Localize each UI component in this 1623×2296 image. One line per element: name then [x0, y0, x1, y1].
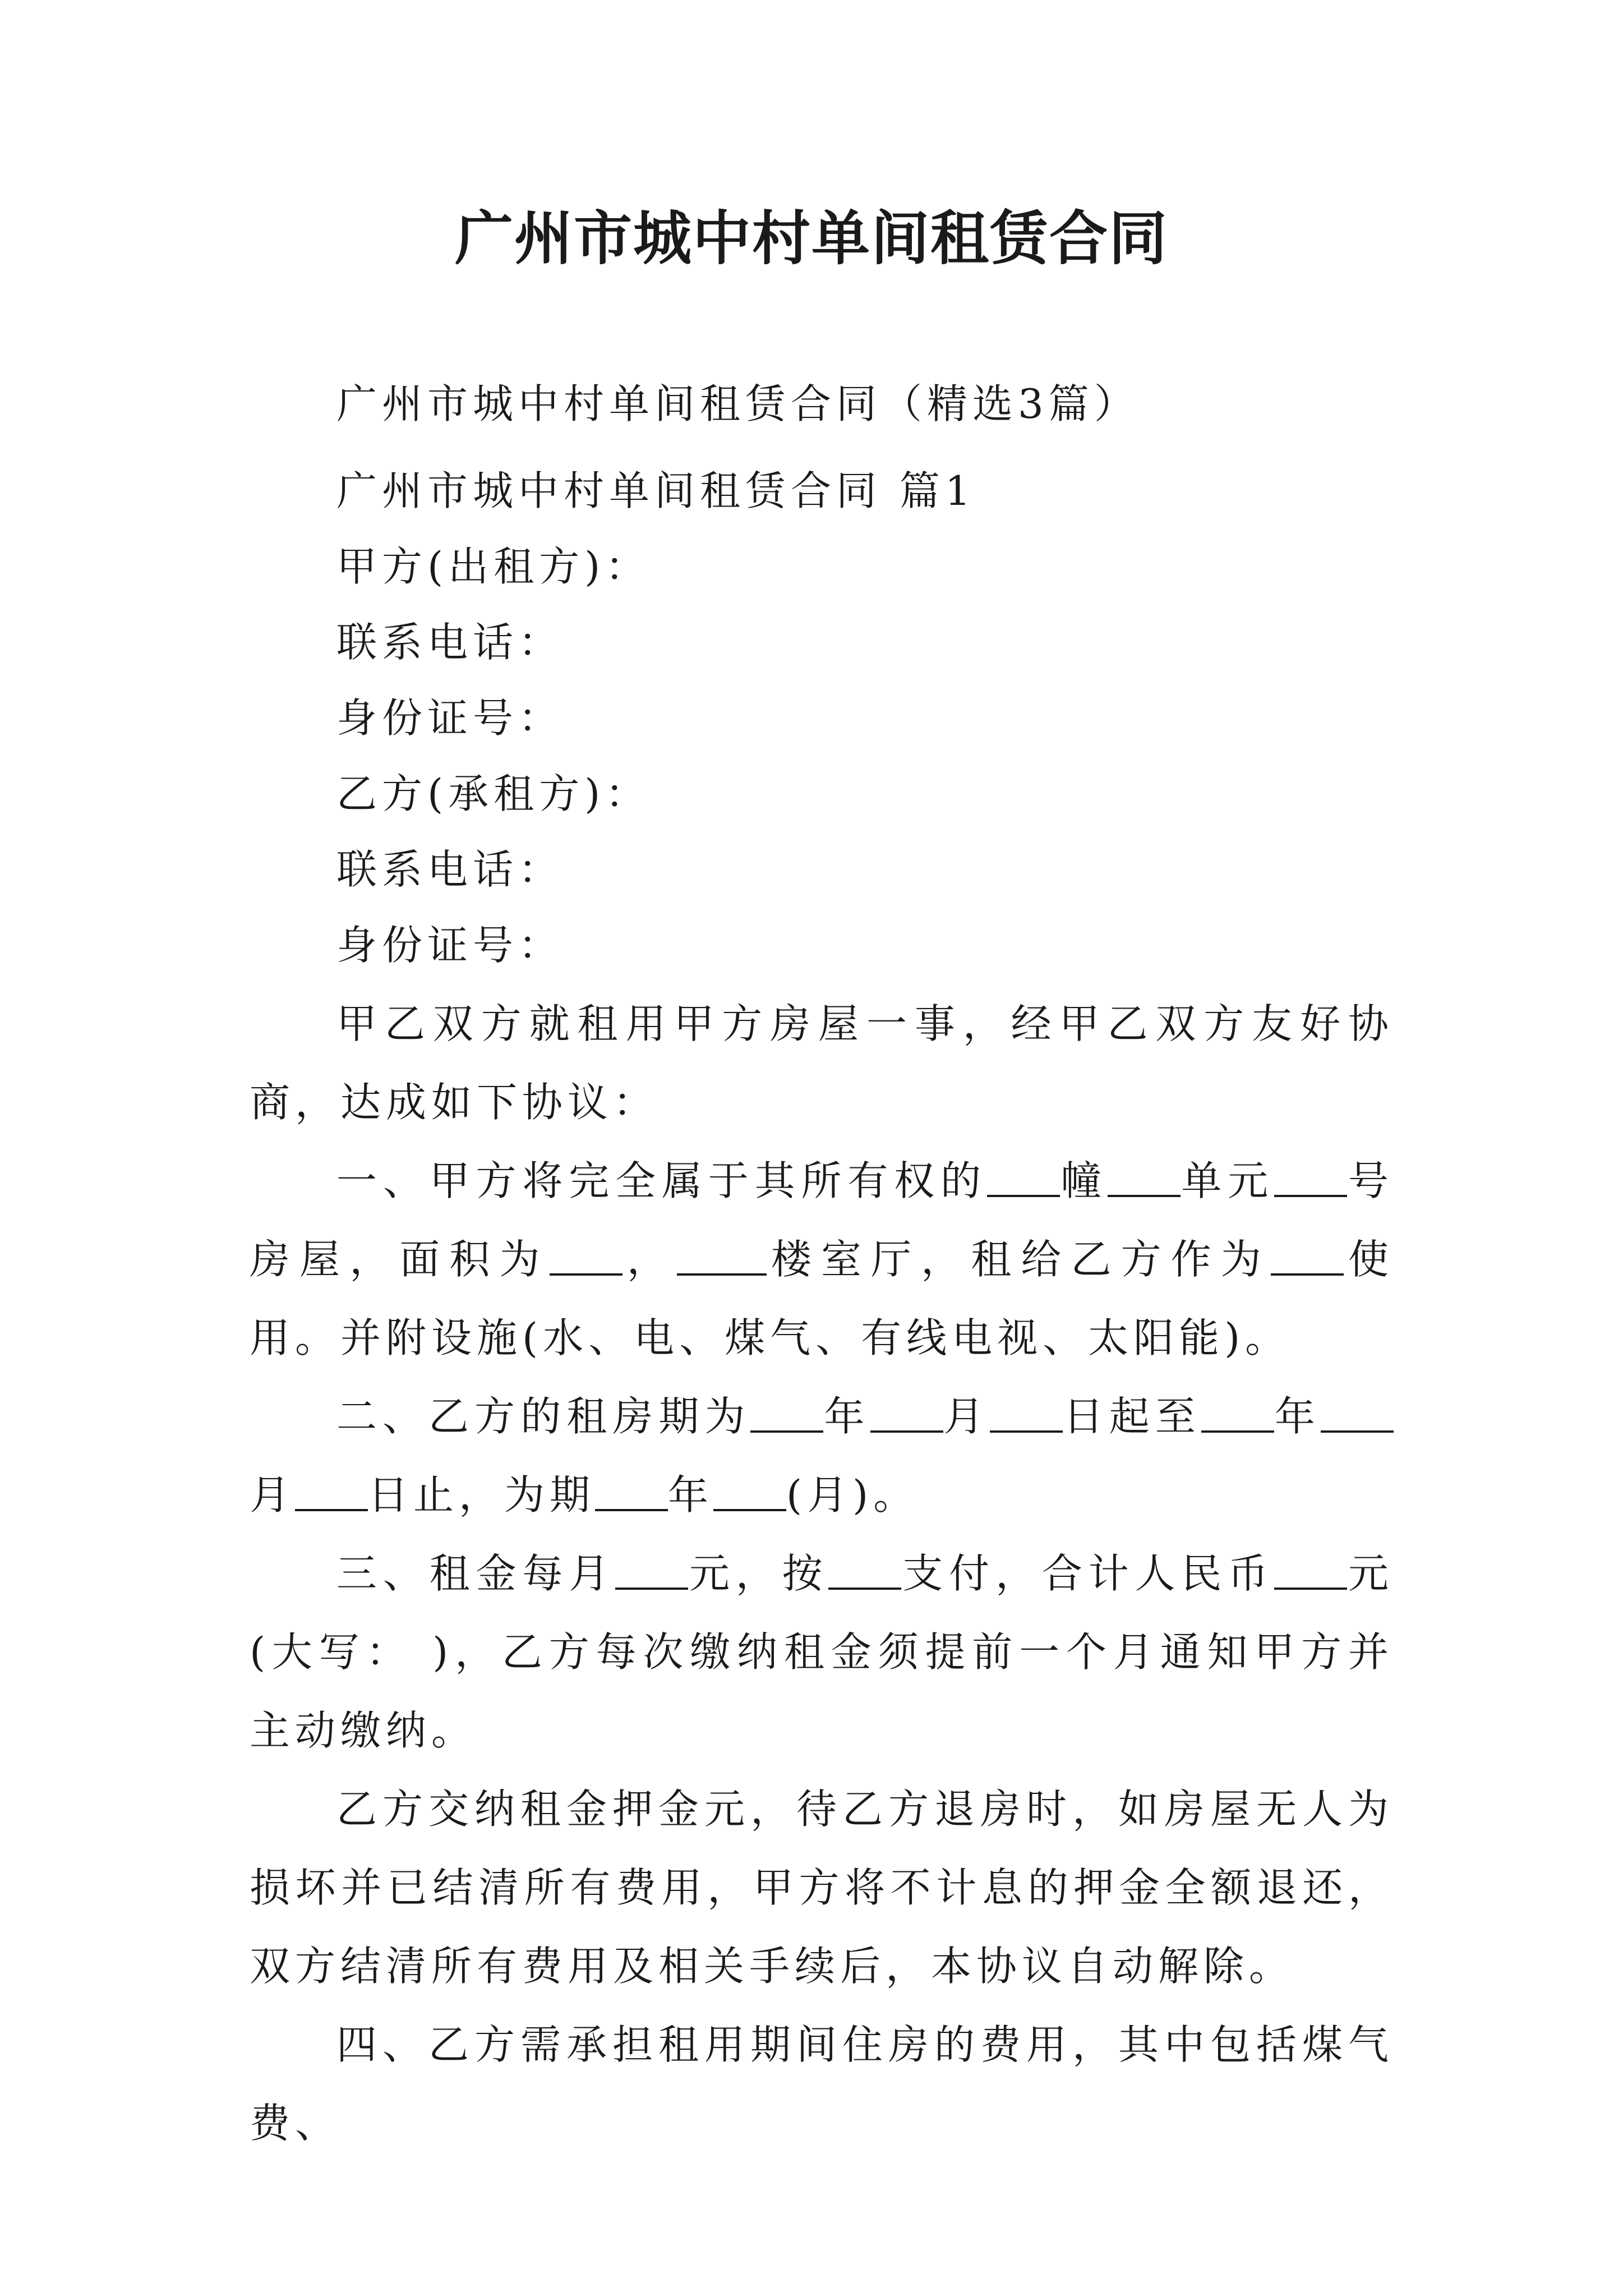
clause-2-text: 日起至 — [1062, 1393, 1201, 1440]
blank-term-years — [595, 1473, 668, 1511]
clause-1-paragraph — [250, 1142, 1394, 1377]
clause-2-text: 年 — [668, 1471, 714, 1519]
deposit-paragraph: 乙方交纳租金押金元，待乙方退房时，如房屋无人为损坏并已结清所有费用，甲方将不计息的押金全额退还，双方结清所有费用及相关手续后，本协议自动解除。 — [250, 1786, 1394, 1990]
clause-2-text: (月)。 — [786, 1471, 919, 1519]
blank-end-month — [1321, 1394, 1394, 1433]
clause-3-text: 元(大写： )，乙方每次缴纳租金须提前一个月通知甲方并主动缴纳。 — [250, 1550, 1394, 1754]
clause-1-text: 单元 — [1180, 1157, 1275, 1204]
party-a-label: 甲方(出租方)： — [336, 543, 651, 590]
party-b-label: 乙方(承租方)： — [336, 770, 651, 817]
clause-3-text: 支付，合计人民币 — [901, 1550, 1275, 1597]
clause-2-text: 年 — [823, 1393, 870, 1440]
clause-4-paragraph: 四、乙方需承担租用期间住房的费用，其中包括煤气费、 — [250, 2021, 1394, 2147]
party-a-id-label: 身份证号： — [336, 694, 564, 742]
blank-total-amount — [1274, 1551, 1347, 1590]
blank-building — [987, 1158, 1060, 1197]
blank-area — [550, 1237, 623, 1276]
clause-3-paragraph — [250, 1534, 1394, 1770]
clause-2-text: 月 — [250, 1471, 296, 1519]
clause-1-text: 号房屋，面积为 — [250, 1157, 1394, 1283]
clause-3-text: 三、租金每月 — [336, 1550, 616, 1597]
clause-2-text: 月 — [943, 1393, 990, 1440]
blank-unit — [1108, 1158, 1181, 1197]
clause-2-paragraph — [250, 1377, 1394, 1534]
blank-payment-period — [828, 1551, 901, 1590]
clause-1-text: 使用。并附设施(水、电、煤气、有线电视、太阳能)。 — [250, 1236, 1394, 1361]
intro-paragraph: 甲乙双方就租用甲方房屋一事，经甲乙双方友好协商，达成如下协议： — [250, 1000, 1394, 1126]
party-b-id-label: 身份证号： — [336, 922, 564, 969]
section-heading: 广州市城中村单间租赁合同 篇1 — [336, 467, 976, 514]
clause-1-text: 幢 — [1059, 1157, 1108, 1204]
clause-1-text: 一、甲方将完全属于其所有权的 — [336, 1157, 987, 1204]
blank-start-year — [750, 1394, 823, 1433]
blank-floor — [677, 1237, 767, 1276]
document-title: 广州市城中村单间租赁合同 — [454, 204, 1168, 273]
blank-end-day — [295, 1473, 368, 1511]
subtitle: 广州市城中村单间租赁合同（精选3篇） — [336, 380, 1140, 427]
blank-term-months — [713, 1473, 786, 1511]
clause-2-text: 二、乙方的租房期为 — [336, 1393, 751, 1440]
clause-1-text: 楼室厅，租给乙方作为 — [766, 1236, 1271, 1283]
clause-1-text: ， — [622, 1236, 677, 1283]
clause-3-text: 元，按 — [688, 1550, 829, 1597]
blank-monthly-rent — [615, 1551, 688, 1590]
blank-room-number — [1274, 1158, 1347, 1197]
party-b-phone-label: 联系电话： — [336, 846, 564, 893]
blank-start-day — [990, 1394, 1063, 1433]
clause-2-text: 日止，为期 — [368, 1471, 596, 1519]
blank-usage — [1271, 1237, 1344, 1276]
blank-end-year — [1201, 1394, 1274, 1433]
clause-2-text: 年 — [1274, 1393, 1321, 1440]
party-a-phone-label: 联系电话： — [336, 619, 564, 666]
blank-start-month — [870, 1394, 943, 1433]
